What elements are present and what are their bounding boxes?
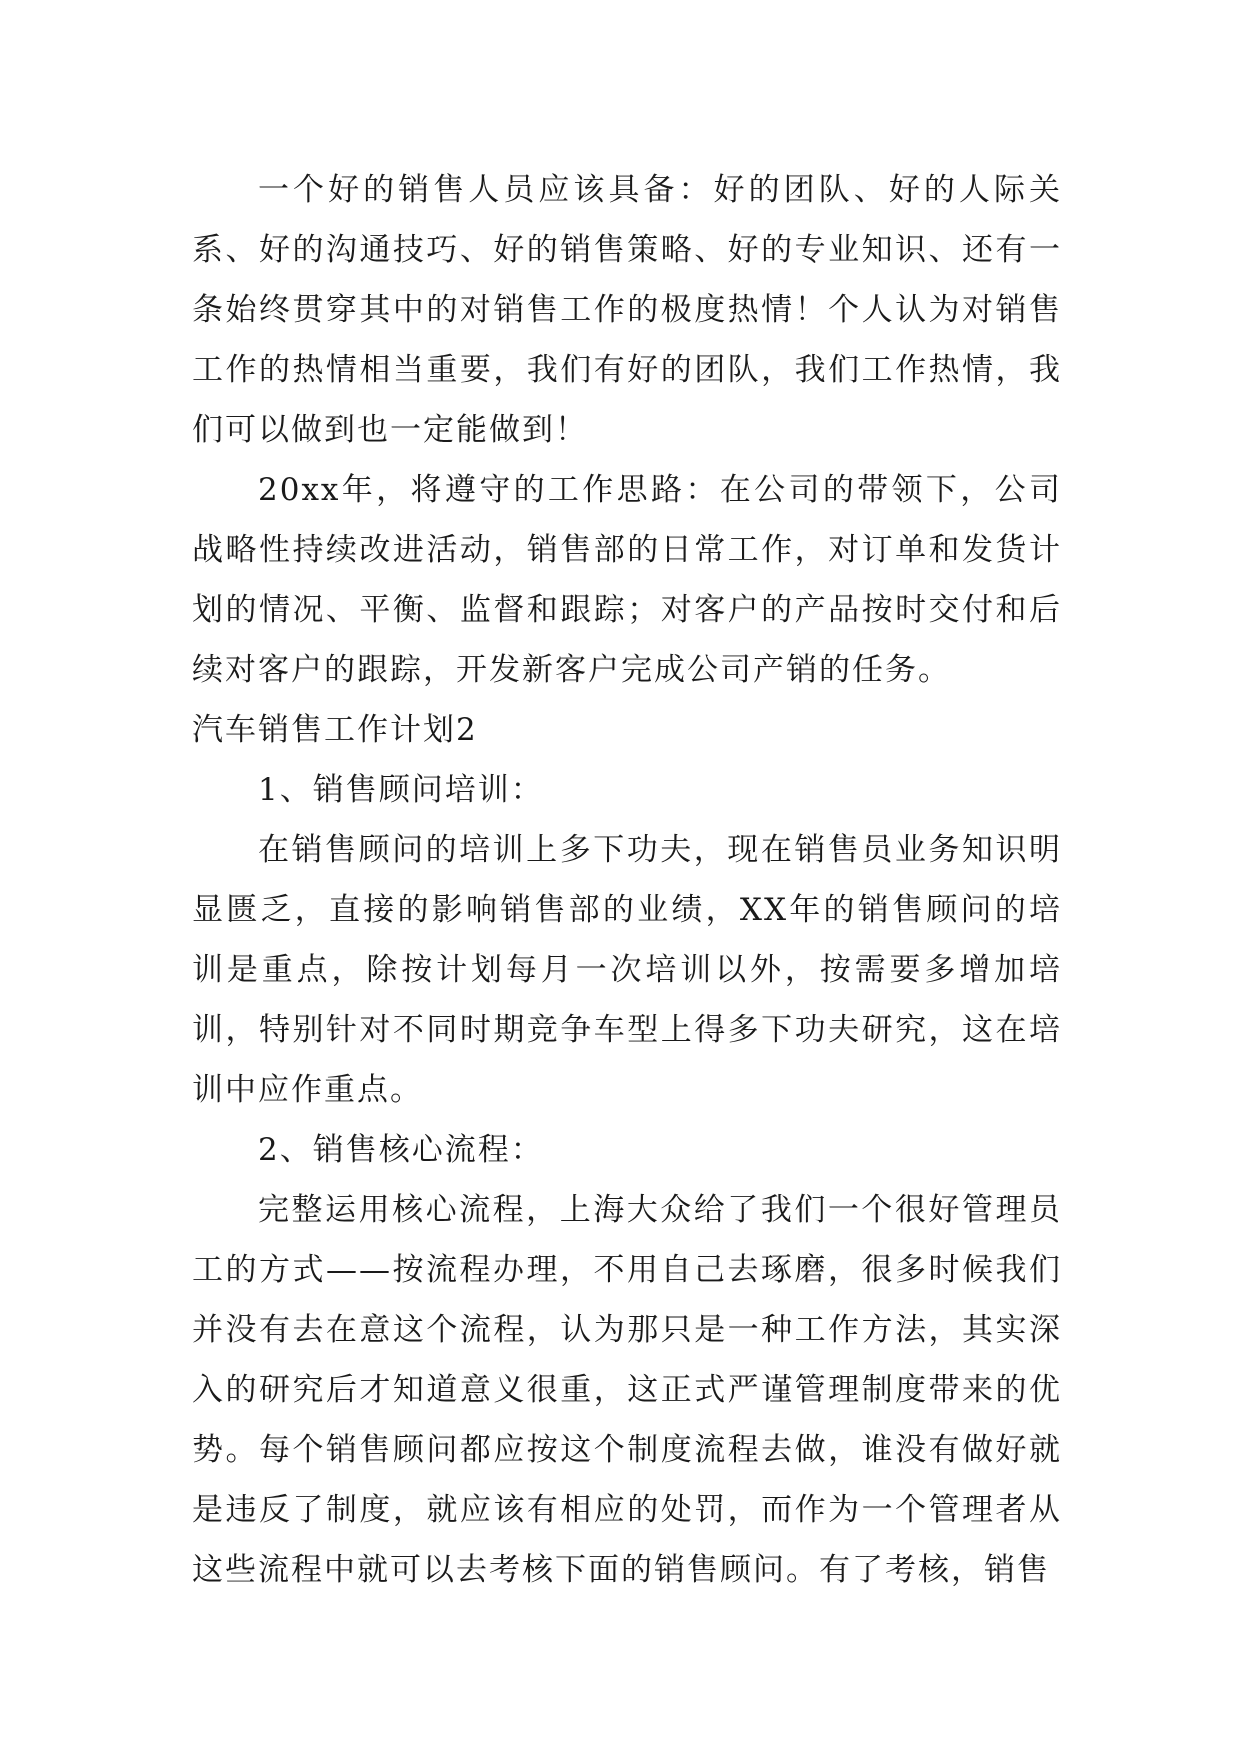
section-heading: 汽车销售工作计划2 [192, 712, 478, 748]
paragraph-process: 完整运用核心流程，上海大众给了我们一个很好管理员工的方式——按流程办理，不用自己去琢磨，很多时候我们并没有去在意这个流程，认为那只是一种工作方法，其实深入的研究后才知道意义很重，这正式严谨管理制度带来的优势。每个销售顾问都应按这个制度流程去做，谁没有做好就是违反了制度，就应该有相应的处罚，而作为一个管理者从这些流程中就可以去考核下面的销售顾问。有了考核，销售 [192, 1192, 1062, 1588]
list-item-heading-training: 1、销售顾问培训： [258, 772, 544, 808]
list-item-heading-process: 2、销售核心流程： [258, 1132, 544, 1168]
document-body [192, 160, 1062, 1600]
paragraph-work-approach: 20xx年，将遵守的工作思路：在公司的带领下，公司战略性持续改进活动，销售部的日常工作，对订单和发货计划的情况、平衡、监督和跟踪；对客户的产品按时交付和后续对客户的跟踪，开发新客户完成公司产销的任务。 [192, 472, 1062, 688]
paragraph-training: 在销售顾问的培训上多下功夫，现在销售员业务知识明显匮乏，直接的影响销售部的业绩，XX年的销售顾问的培训是重点，除按计划每月一次培训以外，按需要多增加培训，特别针对不同时期竞争车型上得多下功夫研究，这在培训中应作重点。 [192, 832, 1062, 1108]
paragraph-sales-qualities: 一个好的销售人员应该具备：好的团队、好的人际关系、好的沟通技巧、好的销售策略、好的专业知识、还有一条始终贯穿其中的对销售工作的极度热情！个人认为对销售工作的热情相当重要，我们有好的团队，我们工作热情，我们可以做到也一定能做到！ [192, 172, 1062, 448]
